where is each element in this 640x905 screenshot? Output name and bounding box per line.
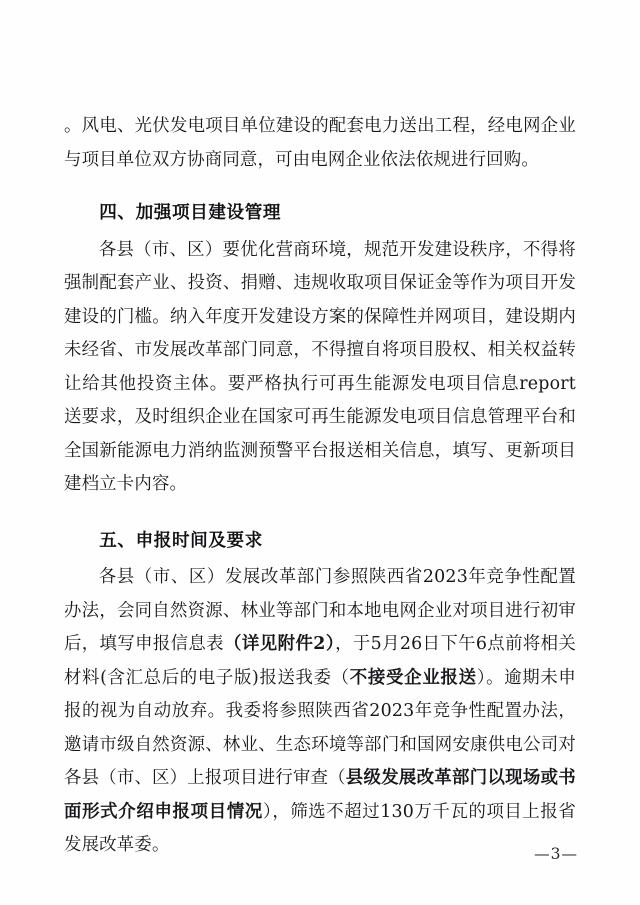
emphasized-run: 不接受企业报送	[349, 667, 477, 688]
paragraph-section-five-body	[64, 561, 576, 863]
text-run: 各县（市、区）发展改革部门参照陕西省2023年竞争性配置办法，会同自然资源、林业等部门和本地电网企业对项目进行初审后，填写申报信息表	[64, 567, 576, 654]
heading-section-four: 四、加强项目建设管理	[99, 202, 282, 223]
block-section-four-body	[64, 234, 576, 502]
heading-section-five: 五、申报时间及要求	[99, 529, 263, 551]
block-grid-buyback	[64, 110, 576, 177]
text-run: ）。逾期未申报的视为自动放弃。我委将参照陕西省2023年竞争性配置办法，邀请市级自然资源、林业、生态环境等部门和国网安康供电公司对各县（市、区）上报项目进行审查（	[64, 667, 576, 788]
page-footer	[0, 839, 640, 863]
text-run: ），筛选不超过130万千瓦的项目上报省发展改革委。	[64, 801, 577, 855]
paragraph-grid-buyback: 。风电、光伏发电项目单位建设的配套电力送出工程，经电网企业与项目单位双方协商同意，可由电网企业依法依规进行回购。	[64, 116, 576, 170]
block-spacer	[64, 178, 576, 184]
page-number: —3—	[534, 845, 578, 863]
block-section-five-body	[64, 561, 576, 863]
emphasized-run: （详见附件2）	[223, 634, 336, 654]
document-body	[64, 110, 576, 863]
text-run: ，于5月26日下午6点前将相关材料(含汇总后的电子版)报送我委（	[64, 634, 576, 688]
paragraph-section-four-body: 各县（市、区）要优化营商环境，规范开发建设秩序，不得将强制配套产业、投资、捐赠、违规收取项目保证金等作为项目开发建设的门槛。纳入年度开发建设方案的保障性并网项目，建设期内未经省、市发展改革部门同意，不得擅自将项目股权、相关权益转让给其他投资主体。要严格执行可再生能源发电项目信息report送要求，及时组织企业在国家可再生能源发电项目信息管理平台和全国新能源电力消纳监测预警平台报送相关信息，填写、更新项目建档立卡内容。	[64, 239, 576, 494]
emphasized-run: 县级发展改革部门以现场或书面形式介绍申报项目情况	[64, 768, 577, 822]
block-spacer	[64, 503, 576, 512]
